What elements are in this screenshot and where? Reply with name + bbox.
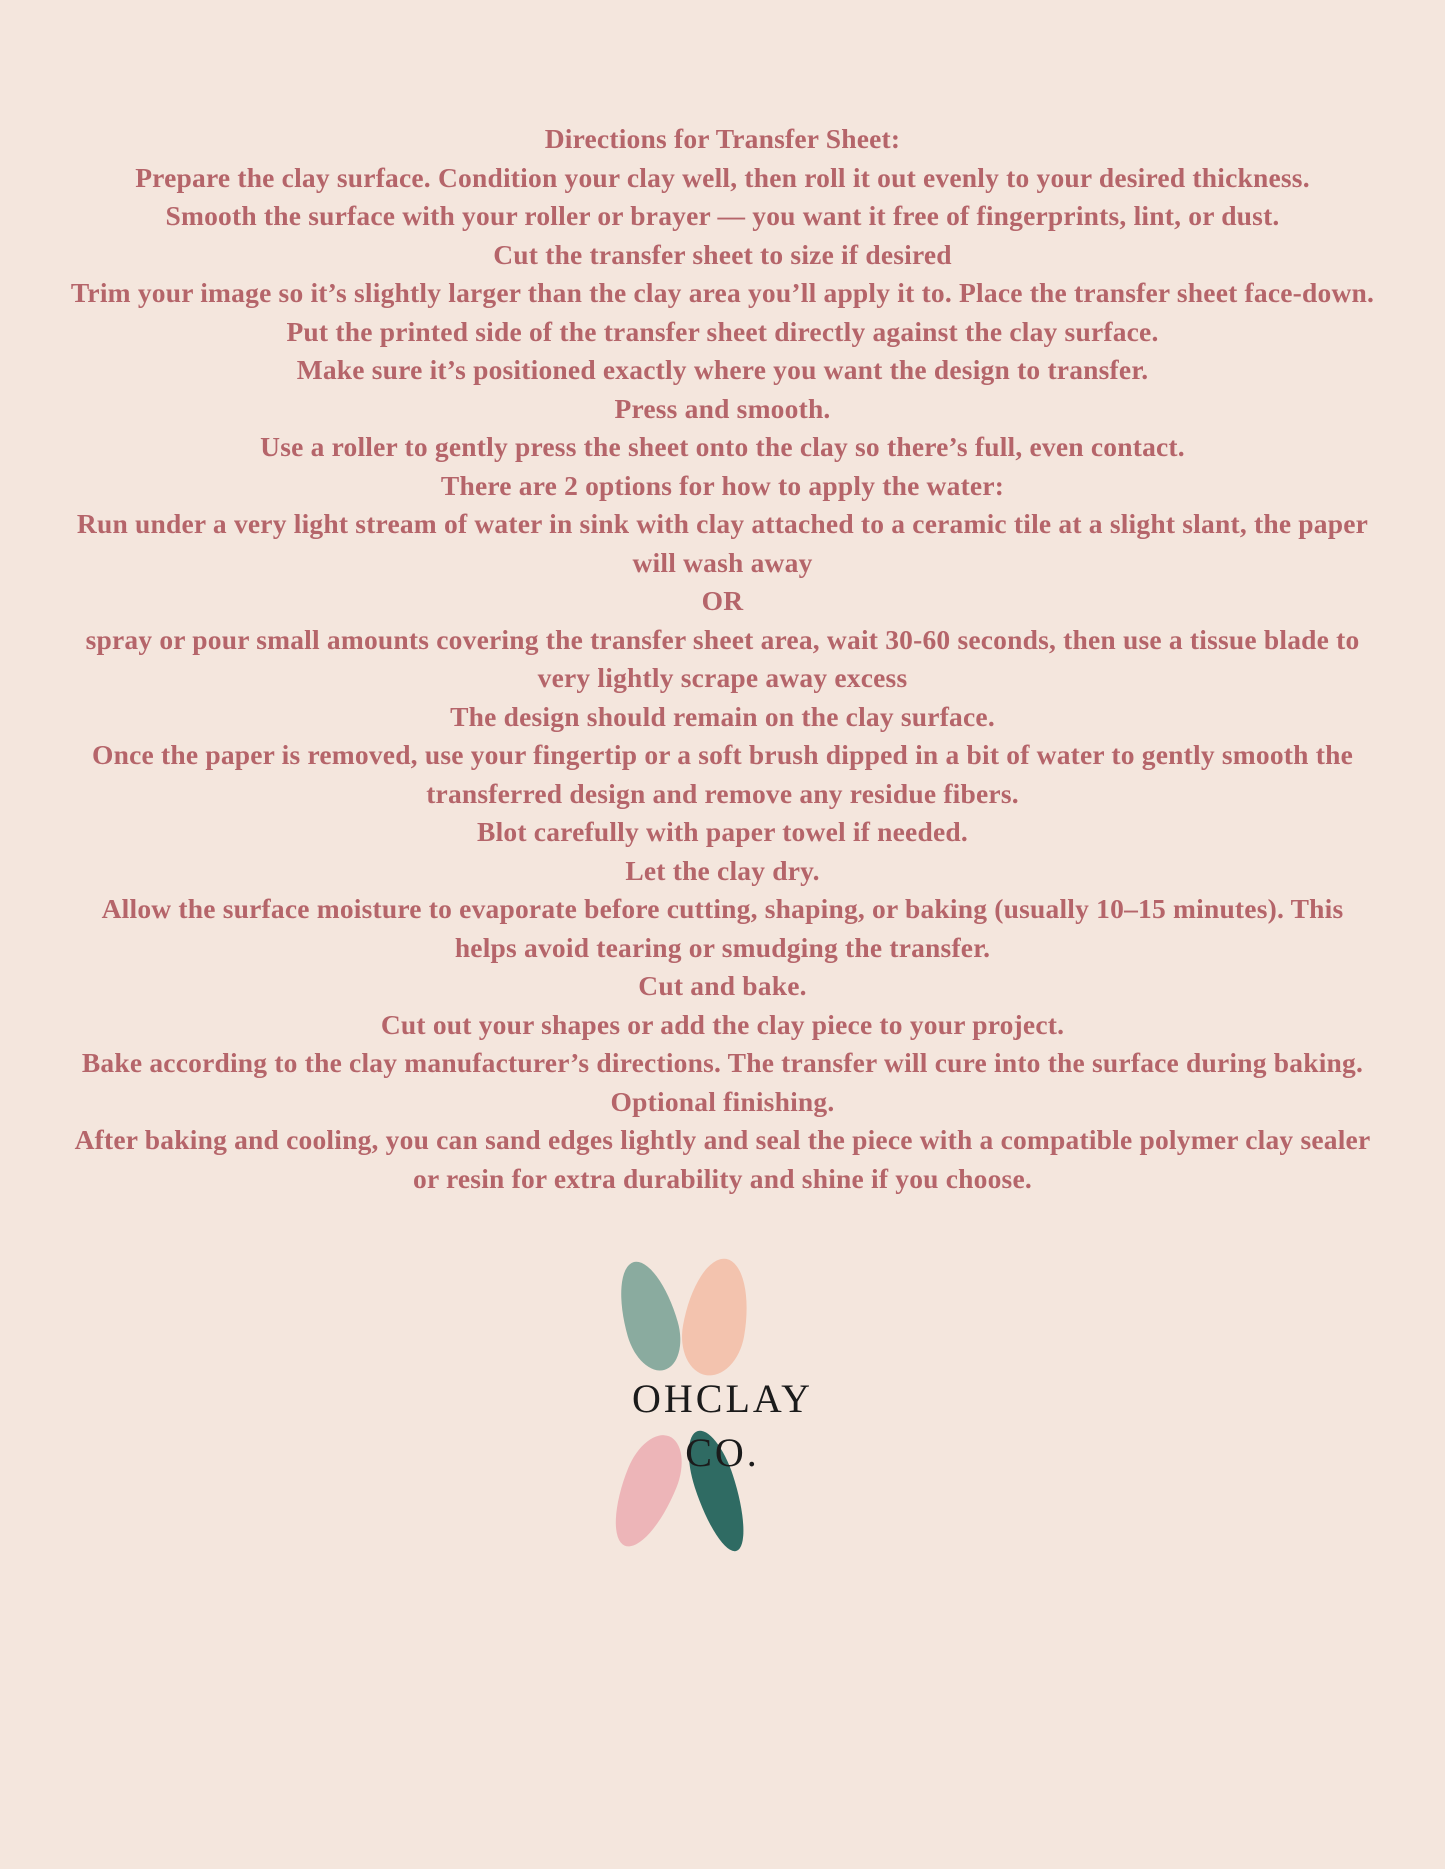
directions-heading: Directions for Transfer Sheet: bbox=[544, 123, 901, 154]
directions-line: Prepare the clay surface. Condition your clay well, then roll it out evenly to your desired thickness. bbox=[135, 161, 1310, 193]
directions-line: Cut and bake. bbox=[638, 970, 807, 1001]
directions-line: Optional finishing. bbox=[610, 1085, 835, 1117]
directions-line: Let the clay dry. bbox=[625, 854, 820, 886]
directions-line: Trim your image so it’s slightly larger than the clay area you’ll apply it to. Place the transfer sheet face-down. bbox=[70, 277, 1375, 308]
directions-line: Blot carefully with paper towel if needed. bbox=[477, 816, 968, 847]
directions-line: Use a roller to gently press the sheet onto the clay so there’s full, even contact. bbox=[260, 431, 1185, 462]
directions-text-block bbox=[70, 120, 1375, 1198]
brand-name bbox=[593, 1372, 853, 1480]
brand-logo bbox=[593, 1260, 853, 1560]
directions-line: There are 2 options for how to apply the water: bbox=[440, 469, 1005, 501]
directions-line: Make sure it’s positioned exactly where you want the design to transfer. bbox=[296, 354, 1149, 385]
directions-line: Allow the surface moisture to evaporate before cutting, shaping, or baking (usually 10–15 minutes). This helps avoid tearing or smudging the transfer. bbox=[101, 893, 1344, 963]
directions-line: Cut out your shapes or add the clay piece to your project. bbox=[380, 1008, 1065, 1040]
directions-line: OR bbox=[701, 585, 744, 616]
leaf-icon bbox=[675, 1254, 757, 1381]
directions-line: Smooth the surface with your roller or brayer — you want it free of fingerprints, lint, or dust. bbox=[165, 200, 1280, 231]
directions-line: Put the printed side of the transfer sheet directly against the clay surface. bbox=[286, 315, 1159, 347]
directions-line: spray or pour small amounts covering the transfer sheet area, wait 30-60 seconds, then use a tissue blade to very lightly scrape away excess bbox=[85, 623, 1360, 693]
directions-line: Run under a very light stream of water in sink with clay attached to a ceramic tile at a slight slant, the paper will wash away bbox=[76, 508, 1369, 578]
directions-line: Once the paper is removed, use your fingertip or a soft brush dipped in a bit of water to gently smooth the transferred design and remove any residue fibers. bbox=[92, 739, 1353, 809]
directions-line: Press and smooth. bbox=[614, 392, 831, 424]
directions-line: The design should remain on the clay surface. bbox=[450, 700, 995, 732]
directions-line: Bake according to the clay manufacturer’s directions. The transfer will cure into the surface during baking. bbox=[81, 1047, 1364, 1078]
brand-line-2: CO. bbox=[685, 1430, 760, 1475]
leaf-icon bbox=[608, 1255, 689, 1377]
brand-line-1: OHCLAY bbox=[632, 1376, 813, 1421]
directions-line: Cut the transfer sheet to size if desired bbox=[493, 238, 952, 270]
directions-line: After baking and cooling, you can sand edges lightly and seal the piece with a compatible polymer clay sealer or resin for extra durability and shine if you choose. bbox=[74, 1124, 1371, 1194]
